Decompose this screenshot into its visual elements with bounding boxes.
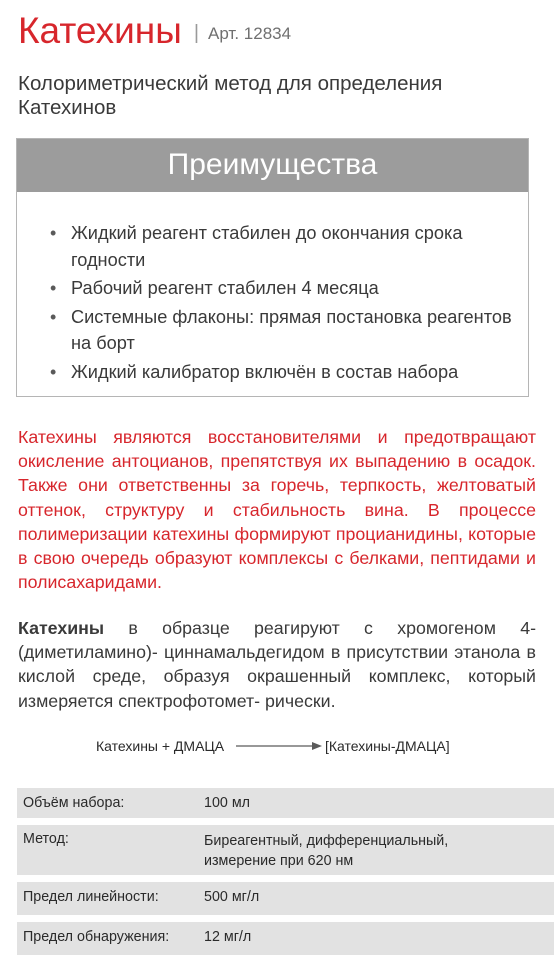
product-title: Катехины [18, 10, 182, 51]
specifications-table [17, 788, 554, 955]
table-row [17, 788, 554, 818]
spec-label: Предел обнаружения: [23, 929, 170, 945]
advantages-list [17, 220, 528, 387]
reaction-equation [0, 738, 554, 758]
advantage-item: • Жидкий калибратор включён в состав набора [17, 359, 528, 386]
table-row [17, 922, 554, 955]
bullet-icon: • [50, 278, 57, 298]
table-row [17, 825, 554, 875]
bullet-icon: • [50, 361, 57, 382]
description-bold-term: Катехины [18, 618, 105, 638]
table-row [17, 882, 554, 915]
advantages-box [16, 138, 529, 397]
spec-value: 500 мг/л [204, 889, 260, 905]
spec-label: Объём набора: [23, 795, 125, 811]
spec-label: Предел линейности: [23, 889, 159, 905]
bullet-icon: • [50, 306, 57, 327]
arrow-right-icon [236, 740, 322, 752]
reaction-reactants: Катехины + ДМАЦА [96, 738, 225, 754]
description-red: Катехины являются восстановителями и предотвращают окисление антоцианов, препятствуя их выпадению в осадок. Также они ответственны за горечь, терпкость, желтоватый оттенок, структуру и стабильность вина. В процессе полимеризации катехины формируют процианидины, которые в свою очередь образуют комплексы с белками, пептидами и полисахаридами. [18, 427, 536, 593]
spec-value: Биреагентный, дифференциальный, измерение при 620 нм [204, 833, 449, 869]
description-method-text: в образце реагируют с хромогеном 4-(диметиламино)- циннамальдегидом в присутствии этанола в кислой среде, образуя окрашенный комплекс, который измеряется спектрофотомет- рически. [18, 618, 536, 711]
product-subtitle: Колориметрический метод для определения Катехинов [18, 72, 443, 119]
advantage-item: • Системные флаконы: прямая постановка реагентов на борт [17, 304, 528, 357]
description-method [18, 616, 536, 713]
bullet-icon: • [50, 223, 57, 243]
spec-value: 100 мл [204, 795, 250, 811]
advantage-item: • Жидкий реагент стабилен до окончания срока годности [17, 220, 528, 273]
title-separator: | [193, 22, 200, 44]
advantage-item: • Рабочий реагент стабилен 4 месяца [17, 275, 528, 302]
product-header [18, 10, 291, 52]
reaction-product: [Катехины-ДМАЦА] [325, 738, 450, 754]
spec-label: Метод: [23, 831, 69, 847]
article-number: Арт. 12834 [208, 24, 292, 43]
spec-value: 12 мг/л [204, 929, 252, 945]
advantages-heading: Преимущества [17, 139, 528, 192]
